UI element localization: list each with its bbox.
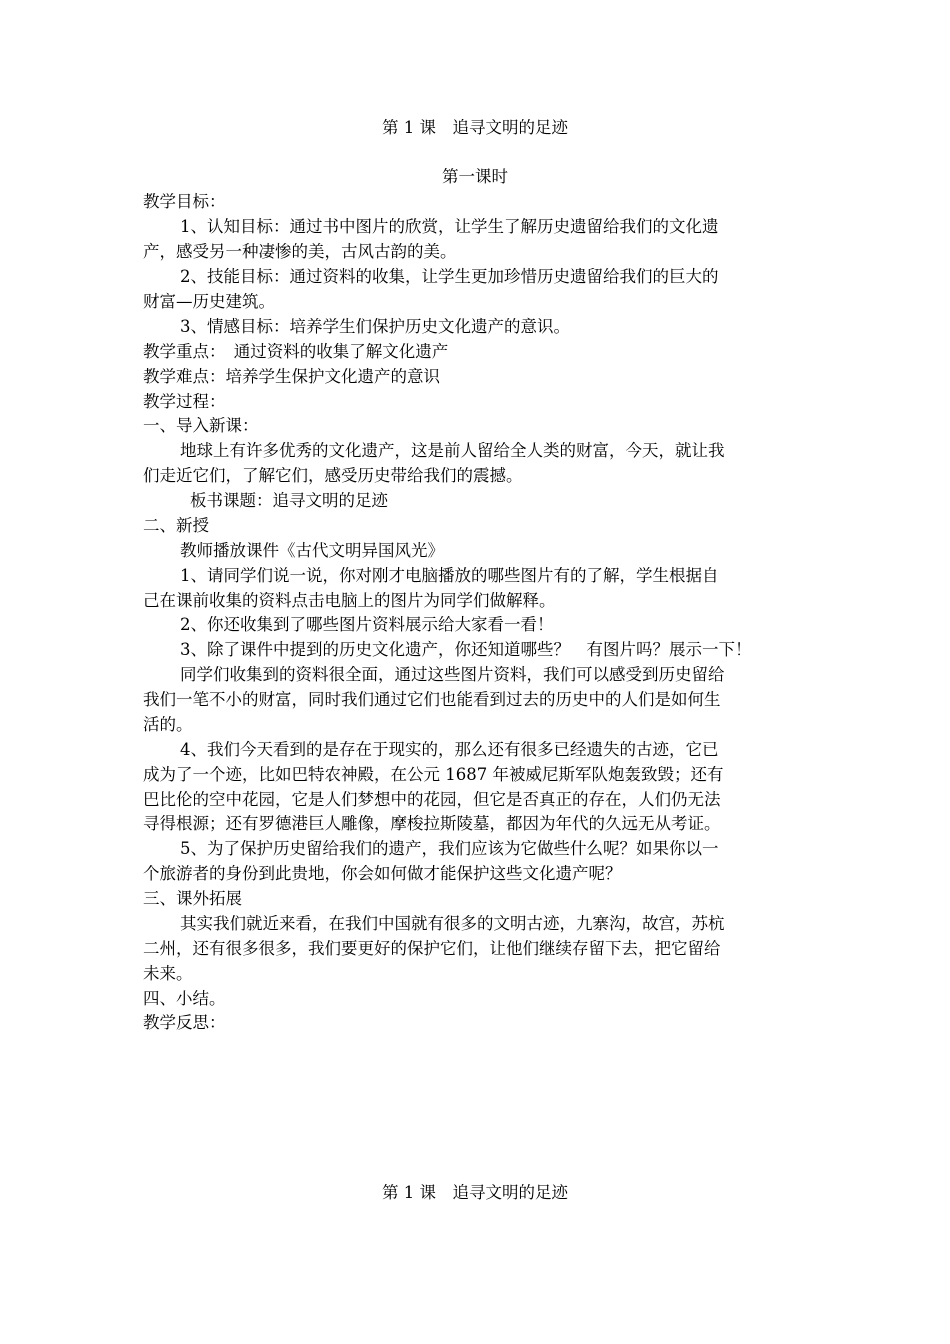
lesson-title: 第 1 课 追寻文明的足迹 <box>382 118 568 137</box>
paragraph-line: 同学们收集到的资料很全面，通过这些图片资料，我们可以感受到历史留给 <box>180 665 725 684</box>
paragraph-line: 二州，还有很多很多，我们要更好的保护它们，让他们继续存留下去，把它留给 <box>143 939 721 958</box>
paragraph-line: 地球上有许多优秀的文化遗产，这是前人留给全人类的财富，今天，就让我 <box>180 441 725 460</box>
paragraph-line: 板书课题：追寻文明的足迹 <box>190 491 388 510</box>
section-heading: 四、小结。 <box>143 989 226 1008</box>
paragraph-line: 成为了一个迹，比如巴特农神殿，在公元 1687 年被威尼斯军队炮轰致毁；还有 <box>143 765 724 784</box>
section-heading: 教学目标： <box>143 192 226 211</box>
paragraph-line: 其实我们就近来看，在我们中国就有很多的文明古迹，九寨沟，故宫，苏杭 <box>180 914 725 933</box>
paragraph-line: 1、认知目标：通过书中图片的欣赏，让学生了解历史遗留给我们的文化遗 <box>180 217 719 236</box>
paragraph-line: 3、情感目标：培养学生们保护历史文化遗产的意识。 <box>180 317 570 336</box>
paragraph-line: 寻得根源；还有罗德港巨人雕像，摩梭拉斯陵墓，都因为年代的久远无从考证。 <box>143 814 721 833</box>
paragraph-line: 5、为了保护历史留给我们的遗产，我们应该为它做些什么呢？如果你以一 <box>180 839 719 858</box>
paragraph-line: 活的。 <box>143 715 193 734</box>
section-heading: 教学重点： 通过资料的收集了解文化遗产 <box>143 342 449 361</box>
paragraph-line: 财富—历史建筑。 <box>143 292 275 311</box>
section-heading: 教学反思： <box>143 1013 226 1032</box>
paragraph-line: 产，感受另一种凄惨的美，古风古韵的美。 <box>143 242 457 261</box>
paragraph-line: 们走近它们，了解它们，感受历史带给我们的震撼。 <box>143 466 523 485</box>
paragraph-line: 2、技能目标：通过资料的收集，让学生更加珍惜历史遗留给我们的巨大的 <box>180 267 719 286</box>
section-heading: 二、新授 <box>143 516 209 535</box>
section-heading: 教学难点：培养学生保护文化遗产的意识 <box>143 367 440 386</box>
paragraph-line: 巴比伦的空中花园，它是人们梦想中的花园，但它是否真正的存在，人们仍无法 <box>143 790 721 809</box>
paragraph-line: 己在课前收集的资料点击电脑上的图片为同学们做解释。 <box>143 591 556 610</box>
section-heading: 教学过程： <box>143 392 226 411</box>
section-heading: 一、导入新课： <box>143 416 259 435</box>
lesson-subtitle: 第一课时 <box>442 167 508 186</box>
next-lesson-title: 第 1 课 追寻文明的足迹 <box>382 1183 568 1202</box>
paragraph-line: 1、请同学们说一说，你对刚才电脑播放的哪些图片有的了解，学生根据自 <box>180 566 719 585</box>
paragraph-line: 4、我们今天看到的是存在于现实的，那么还有很多已经遗失的古迹，它已 <box>180 740 719 759</box>
paragraph-line: 我们一笔不小的财富，同时我们通过它们也能看到过去的历史中的人们是如何生 <box>143 690 721 709</box>
paragraph-line: 教师播放课件《古代文明异国风光》 <box>180 541 444 560</box>
section-heading: 三、课外拓展 <box>143 889 242 908</box>
paragraph-line: 3、除了课件中提到的历史文化遗产，你还知道哪些？ 有图片吗？展示一下！ <box>180 640 752 659</box>
paragraph-line: 2、你还收集到了哪些图片资料展示给大家看一看！ <box>180 615 554 634</box>
paragraph-line: 未来。 <box>143 964 193 983</box>
paragraph-line: 个旅游者的身份到此贵地，你会如何做才能保护这些文化遗产呢？ <box>143 864 622 883</box>
